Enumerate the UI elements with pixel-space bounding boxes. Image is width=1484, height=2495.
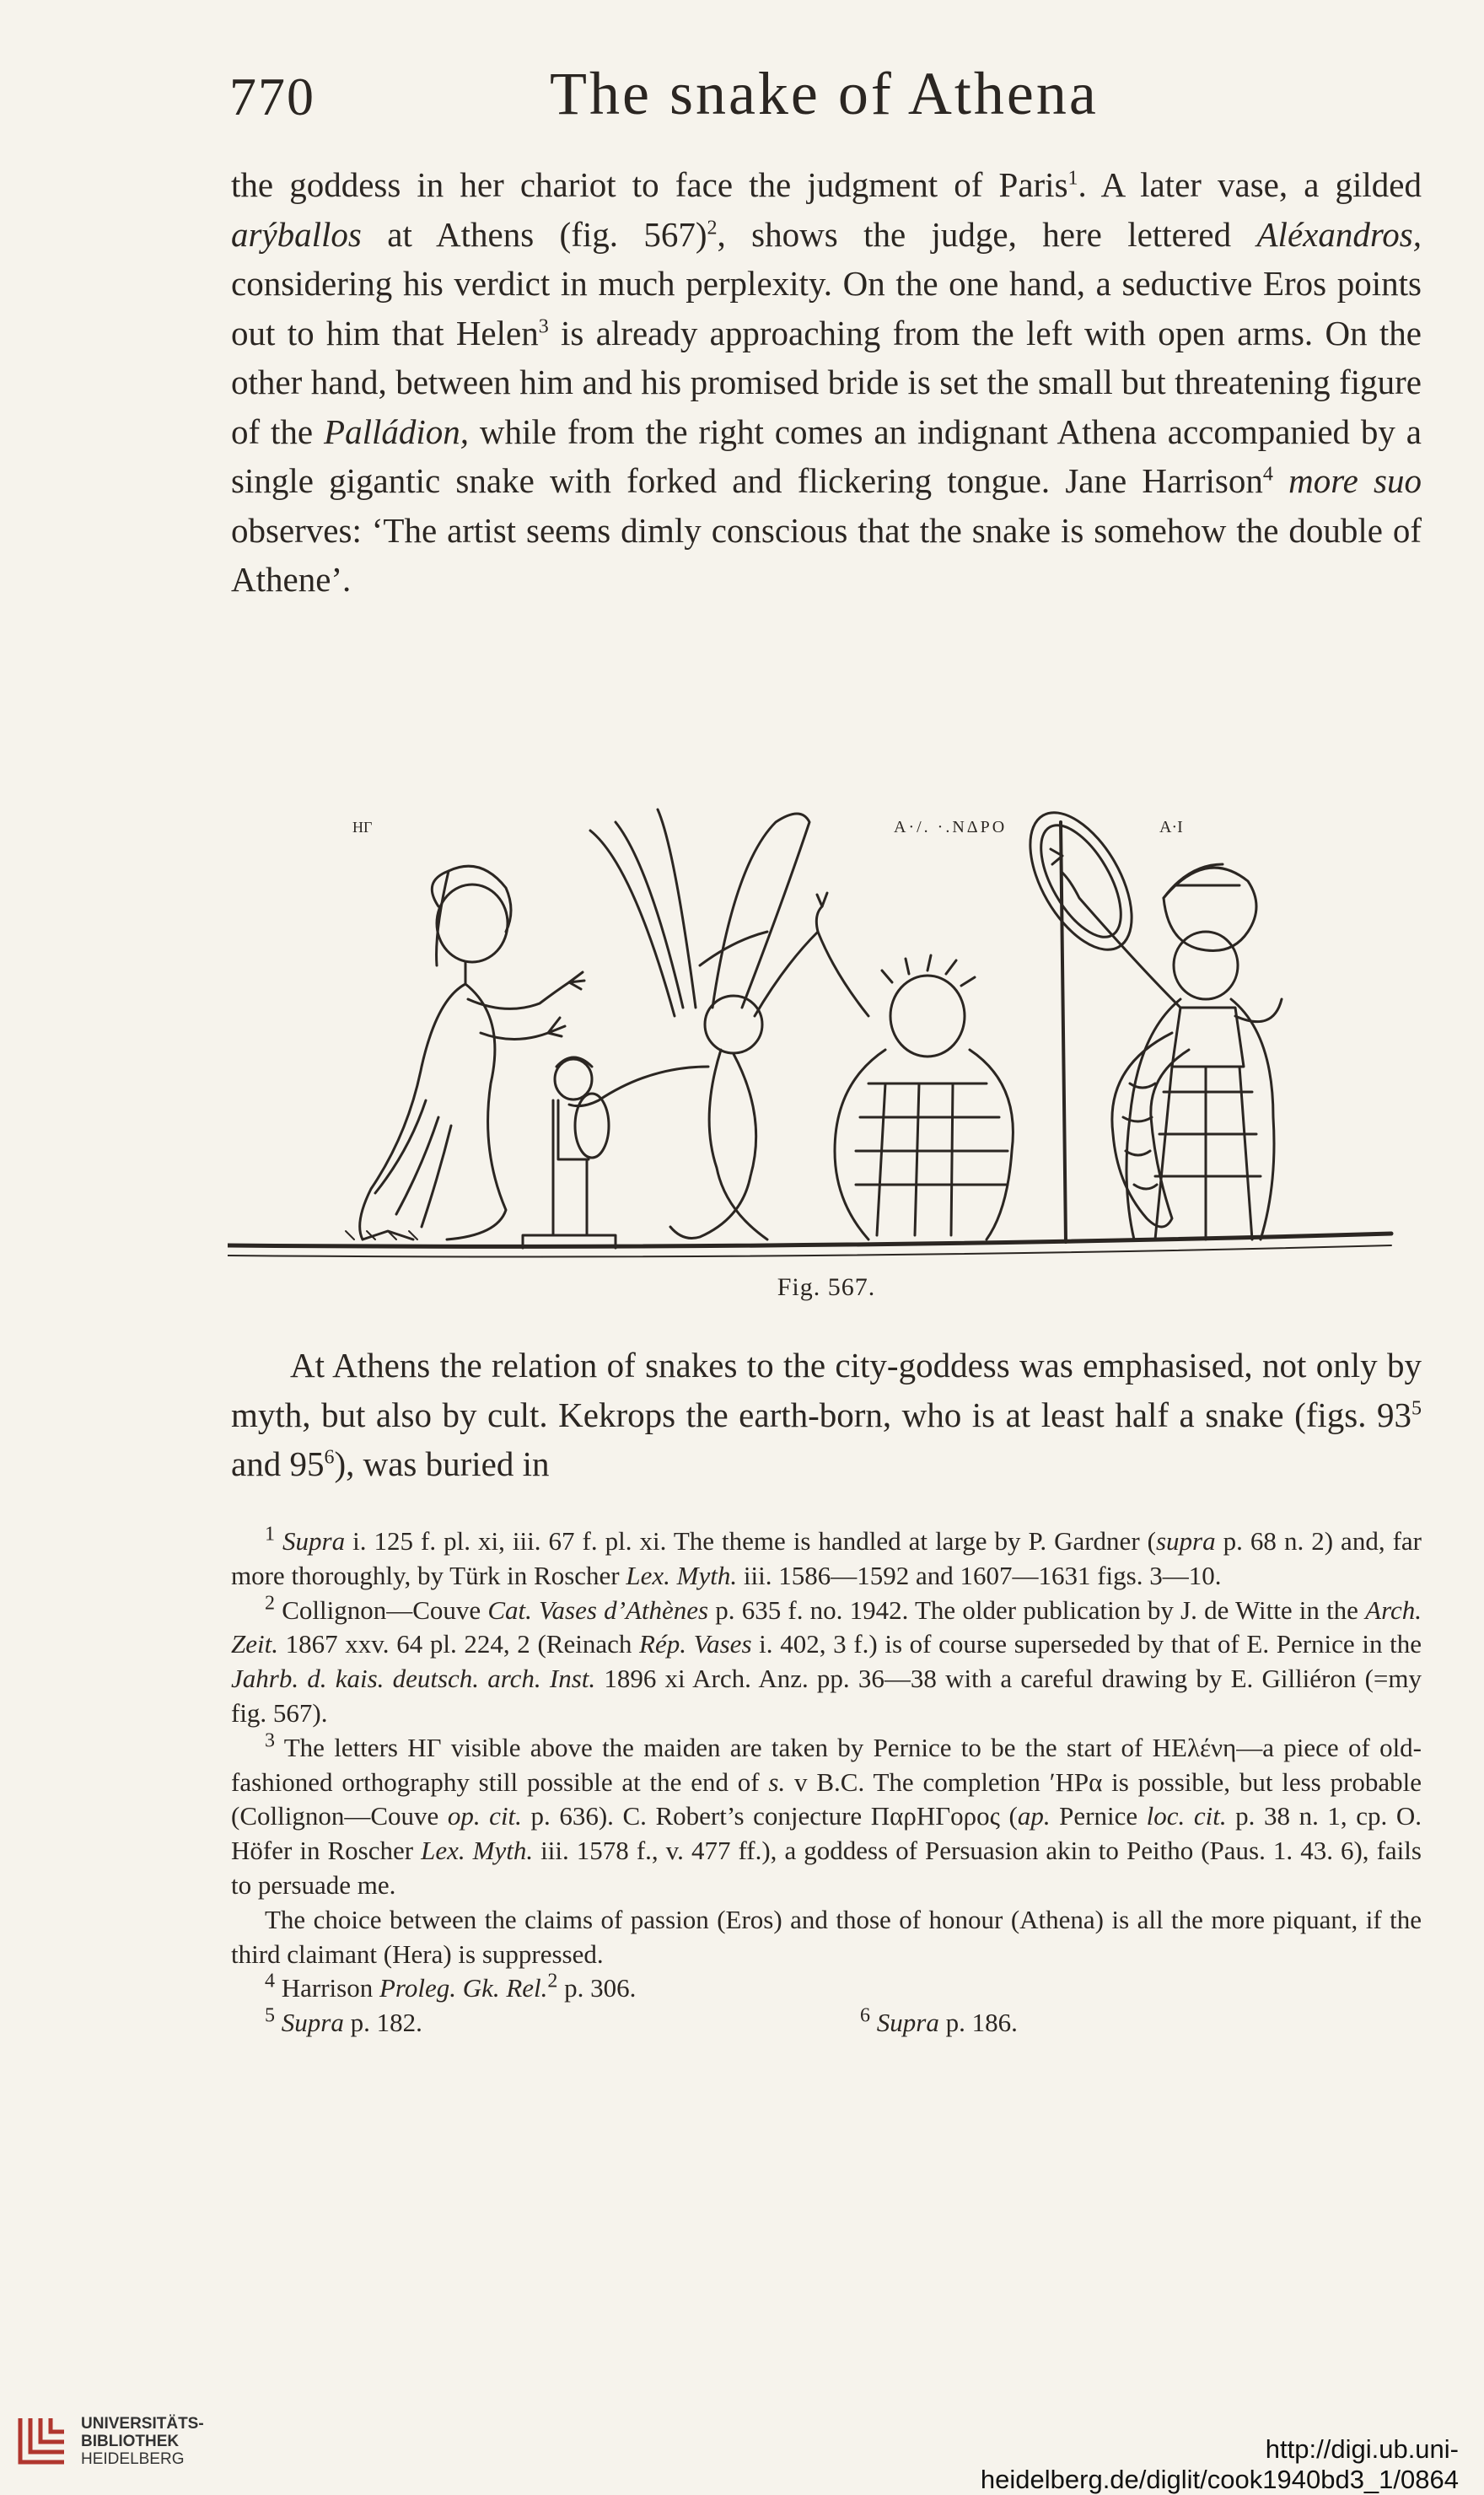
footnote-number: 1 (265, 1523, 275, 1546)
text-run: At Athens the relation of snakes to the city-goddess was emphasised, not only by myth, but also by cult. Kekrops the earth-born, who is at least half a snake (figs. 93 (231, 1346, 1422, 1434)
italic-term: loc. cit. (1146, 1801, 1227, 1831)
italic-term: Jahrb. d. kais. deutsch. arch. Inst. (231, 1664, 596, 1694)
footnotes (231, 1524, 1422, 2041)
library-name-line-2: BIBLIOTHEK (81, 2433, 180, 2450)
text-run: ), was buried in (334, 1444, 550, 1483)
inscription-right: Α·Ι (1159, 818, 1183, 836)
vase-drawing (228, 426, 1425, 1261)
text-run: i. 125 f. pl. xi, iii. 67 f. pl. xi. The theme is handled at large by P. Gardner ( (345, 1526, 1156, 1556)
text-run: iii. 1586—1592 and 1607—1631 figs. 3—10. (737, 1560, 1222, 1590)
eros-figure (569, 809, 818, 1239)
footnote-2 (231, 1594, 1422, 1731)
footnote-ref[interactable]: 6 (324, 1446, 335, 1469)
italic-term: arýballos (231, 214, 362, 254)
text-run: is already approaching from the left with open arms. On the other hand, between him and his promised bride is set the small but threatening figure of the (231, 313, 1422, 451)
figure-caption: Fig. 567. (777, 1273, 876, 1301)
library-name-line-3: HEIDELBERG (81, 2450, 185, 2468)
library-name-line-1: UNIVERSITÄTS- (81, 2415, 204, 2433)
text-run: p. 635 f. no. 1942. The older publication by J. de Witte in the (708, 1594, 1366, 1625)
italic-term: Rép. Vases (639, 1629, 752, 1659)
text-run: p. 182. (343, 2008, 422, 2038)
text-run: . A later vase, a gilded (1078, 165, 1422, 204)
paris-figure (816, 893, 1013, 1239)
text-run: Pernice (1050, 1801, 1147, 1831)
figure-567 (228, 426, 1425, 1301)
text-run: observes: ‘The artist seems dimly conscious that the snake is somehow the double of Athene’. (231, 510, 1422, 599)
footnote-1 (231, 1524, 1422, 1594)
text-run: iii. 1578 f., v. 477 ff.), a goddess of Persuasion akin to Peitho (Paus. 1. 43. 6), fails to persuade me. (231, 1836, 1422, 1900)
footnote-3 (231, 1731, 1422, 1903)
text-run: p. 636). C. Robert’s conjecture ΠαρΗΓορος ( (521, 1801, 1018, 1831)
text-run: p. 306. (557, 1973, 637, 2003)
footnote-ref[interactable]: 2 (707, 216, 718, 239)
text-run: p. 68 n. 2) and, far more thoroughly, by Türk in Roscher (231, 1526, 1422, 1590)
library-logo-icon (15, 2413, 69, 2467)
text-run: at Athens (fig. 567) (361, 214, 707, 254)
text-run: while from the right comes an indignant Athena accompanied by a single gigantic snake with forked and flickering tongue. Jane Harrison (231, 411, 1422, 500)
text-run: considering his verdict in much perplexity. On the one hand, a seductive Eros points out to him that Helen (231, 264, 1422, 352)
footnote-number: 4 (265, 1971, 275, 1993)
text-run: , shows the judge, here lettered (717, 214, 1257, 254)
footnote-number: 6 (860, 2004, 870, 2027)
footnote-ref[interactable]: 5 (1411, 1396, 1422, 1419)
footnote-number: 5 (265, 2004, 275, 2027)
italic-term: Supra (281, 2008, 344, 2038)
italic-term: op. cit. (447, 1801, 522, 1831)
text-run: The letters HΓ visible above the maiden are taken by Pernice to be the start of HΕλένη—a piece of old-fashioned orthography still possible at the end of (231, 1732, 1422, 1797)
inscription-left: HΓ (352, 819, 373, 836)
footnote-3-continuation: The choice between the claims of passion (Eros) and those of honour (Athena) is all the more piquant, if the third claimant (Hera) is suppressed. (231, 1904, 1422, 1969)
text-run: p. 38 n. 1, cp. O. Höfer in Roscher (231, 1801, 1422, 1866)
library-logo[interactable] (15, 2408, 204, 2476)
text-run: Harrison (281, 1973, 379, 2003)
source-url[interactable]: http://digi.ub.uni-heidelberg.de/diglit/cook1940bd3_1/0864 (980, 2434, 1459, 2494)
italic-term: Supra (282, 1526, 346, 1556)
italic-term: Lex. Myth. (626, 1560, 738, 1590)
text-run: 1896 xi Arch. Anz. pp. 36—38 with a careful drawing by E. Gilliéron (=my fig. 567). (231, 1664, 1422, 1728)
text-run: i. 402, 3 f.) is of course superseded by that of E. Pernice in the (751, 1629, 1422, 1659)
shield (1009, 796, 1153, 966)
italic-term: Palládion, (324, 411, 469, 451)
palladion-statue (523, 1057, 616, 1248)
text-run: 1867 xxv. 64 pl. 224, 2 (Reinach (277, 1629, 640, 1659)
italic-term: Aléxandros, (1256, 214, 1422, 254)
italic-term: Cat. Vases d’Athènes (487, 1594, 709, 1625)
italic-term: Proleg. Gk. Rel. (379, 1973, 548, 2003)
page-header (229, 51, 1427, 143)
italic-term: more suo (1288, 461, 1422, 500)
page-number: 770 (229, 67, 315, 126)
body-paragraph-2 (231, 1341, 1422, 1489)
footnote-number: 2 (265, 1592, 275, 1615)
text-run: the goddess in her chariot to face the judgment of Paris (231, 165, 1068, 204)
italic-term: s. (768, 1766, 786, 1797)
footnote-number: 3 (265, 1729, 275, 1752)
text-run: v B.C. The completion ʹΗΡα is possible, but less probable (Collignon—Couve (231, 1766, 1422, 1831)
footnotes-5-6 (231, 2006, 1422, 2041)
text-run: p. 186. (938, 2008, 1018, 2038)
inscription-middle: Α·/. ·.ΝΔΡΟ (894, 818, 1008, 836)
footnote-6 (826, 2006, 1422, 2041)
italic-term: ap. (1017, 1801, 1051, 1831)
text-run: Collignon—Couve (282, 1594, 488, 1625)
running-title: The snake of Athena (550, 60, 1099, 127)
footnote-ref[interactable]: 1 (1067, 167, 1078, 190)
italic-term: Arch. Zeit. (231, 1594, 1422, 1659)
footnote-ref[interactable]: 3 (538, 315, 549, 337)
spear (1061, 822, 1066, 1242)
text-run: and 95 (231, 1444, 325, 1483)
italic-term: supra (1155, 1526, 1216, 1556)
helen-figure (360, 866, 584, 1239)
edition-number: 2 (547, 1971, 558, 1993)
footnote-ref[interactable]: 4 (1262, 463, 1273, 486)
footnote-5 (231, 2006, 826, 2041)
italic-term: Supra (876, 2008, 939, 2038)
italic-term: Lex. Myth. (421, 1836, 534, 1866)
athena-figure (1062, 864, 1282, 1239)
footnote-4 (231, 1971, 1422, 2006)
